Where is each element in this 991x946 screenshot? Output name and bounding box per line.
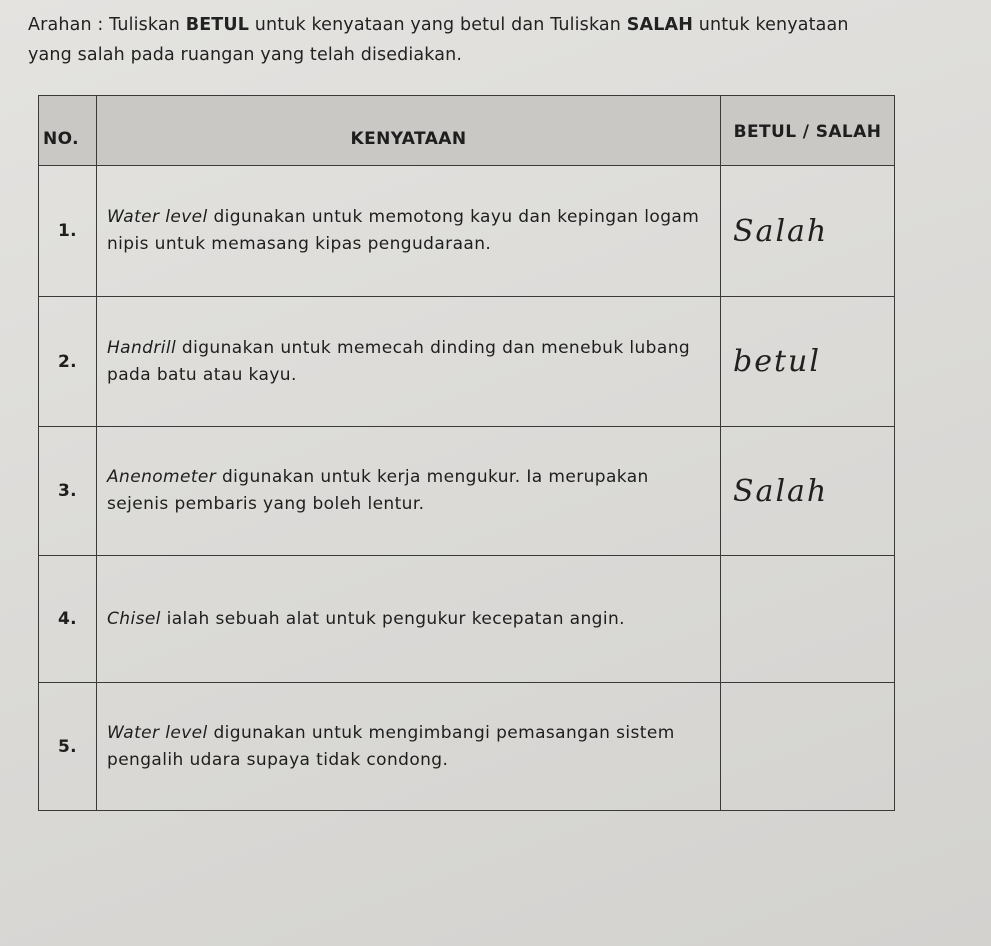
table-row (39, 166, 895, 297)
table-row (39, 427, 895, 556)
row-number: 4. (39, 556, 97, 683)
table-row (39, 556, 895, 683)
instruction-suffix: untuk kenyataan yang salah pada ruangan yang telah disediakan. (28, 15, 849, 65)
instruction-salah: SALAH (626, 15, 694, 35)
row-statement (97, 297, 721, 427)
answer-cell[interactable] (721, 683, 895, 811)
instruction-betul: BETUL (185, 15, 250, 35)
instruction-prefix: Arahan : Tuliskan (28, 15, 186, 35)
statement-text: digunakan untuk kerja mengukur. Ia merupakan sejenis pembaris yang boleh lentur. (107, 467, 649, 514)
row-statement (97, 427, 721, 556)
header-answer: BETUL / SALAH (721, 96, 895, 166)
statement-text: digunakan untuk memecah dinding dan menebuk lubang pada batu atau kayu. (107, 337, 691, 385)
header-statement: KENYATAAN (97, 96, 721, 166)
statement-text: digunakan untuk memotong kayu dan kepingan logam nipis untuk memasang kipas pengudaraan. (107, 207, 700, 254)
instruction-middle: untuk kenyataan yang betul dan Tuliskan (249, 15, 627, 35)
header-no: NO. (39, 96, 97, 166)
row-number: 3. (39, 427, 97, 556)
question-table (38, 95, 895, 811)
row-number: 5. (39, 683, 97, 811)
table-row (39, 683, 895, 811)
row-statement (97, 683, 721, 811)
row-number: 1. (39, 166, 97, 297)
statement-term: Water level (107, 207, 208, 227)
handwritten-answer: Salah (733, 473, 829, 509)
statement-term: Chisel (107, 608, 161, 629)
table-row (39, 297, 895, 427)
answer-cell[interactable] (721, 427, 895, 556)
answer-cell[interactable] (721, 556, 895, 683)
statement-text: digunakan untuk mengimbangi pemasangan sistem pengalih udara supaya tidak condong. (107, 722, 675, 770)
row-number: 2. (39, 297, 97, 427)
statement-term: Anenometer (107, 467, 217, 487)
answer-cell[interactable] (721, 297, 895, 427)
row-statement (97, 166, 721, 297)
handwritten-answer: Salah (733, 213, 829, 249)
answer-cell[interactable] (721, 166, 895, 297)
row-statement (97, 556, 721, 683)
statement-term: Water level (107, 722, 208, 743)
table-header-row (39, 96, 895, 166)
handwritten-answer: betul (733, 344, 821, 379)
statement-text: ialah sebuah alat untuk pengukur kecepatan angin. (160, 608, 625, 629)
instruction-text (28, 10, 888, 70)
statement-term: Handrill (107, 337, 177, 358)
